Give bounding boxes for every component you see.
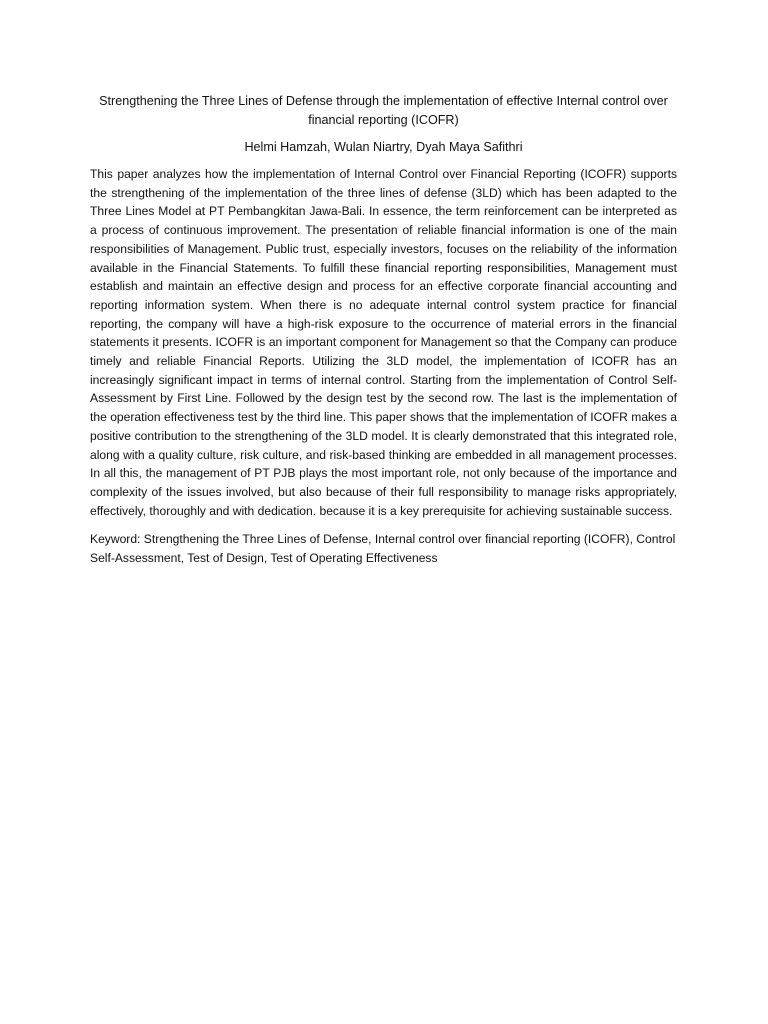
paper-abstract: This paper analyzes how the implementation of Internal Control over Financial Reporting (ICOFR) supports the strengthening of the implementation of the three lines of defense (3LD) which has been adapted to the Three Lines Model at PT Pembangkitan Jawa-Bali. In essence, the term reinforcement can be interpreted as a process of continuous improvement. The presentation of reliable financial information is one of the main responsibilities of Management. Public trust, especially investors, focuses on the reliability of the information available in the Financial Statements. To fulfill these financial reporting responsibilities, Management must establish and maintain an effective design and process for an effective corporate financial accounting and reporting information system. When there is no adequate internal control system practice for financial reporting, the company will have a high-risk exposure to the occurrence of material errors in the financial statements it presents. ICOFR is an important component for Management so that the Company can produce timely and reliable Financial Reports. Utilizing the 3LD model, the implementation of ICOFR has an increasingly significant impact in terms of internal control. Starting from the implementation of Control Self-Assessment by First Line. Followed by the design test by the second row. The last is the implementation of the operation effectiveness test by the third line. This paper shows that the implementation of ICOFR makes a positive contribution to the strengthening of the 3LD model. It is clearly demonstrated that this integrated role, along with a quality culture, risk culture, and risk-based thinking are embedded in all management processes. In all this, the management of PT PJB plays the most important role, not only because of the importance and complexity of the issues involved, but also because of their full responsibility to manage risks appropriately, effectively, thoroughly and with dedication. because it is a key prerequisite for achieving sustainable success. [90, 167, 677, 518]
paper-authors: Helmi Hamzah, Wulan Niartry, Dyah Maya Safithri [244, 140, 523, 154]
paper-page [90, 92, 677, 568]
paper-title: Strengthening the Three Lines of Defense through the implementation of effective Internal control over financial reporting (ICOFR) [99, 94, 668, 127]
paper-keywords: Keyword: Strengthening the Three Lines of Defense, Internal control over financial reporting (ICOFR), Control Self-Assessment, Test of Design, Test of Operating Effectiveness [90, 532, 676, 566]
